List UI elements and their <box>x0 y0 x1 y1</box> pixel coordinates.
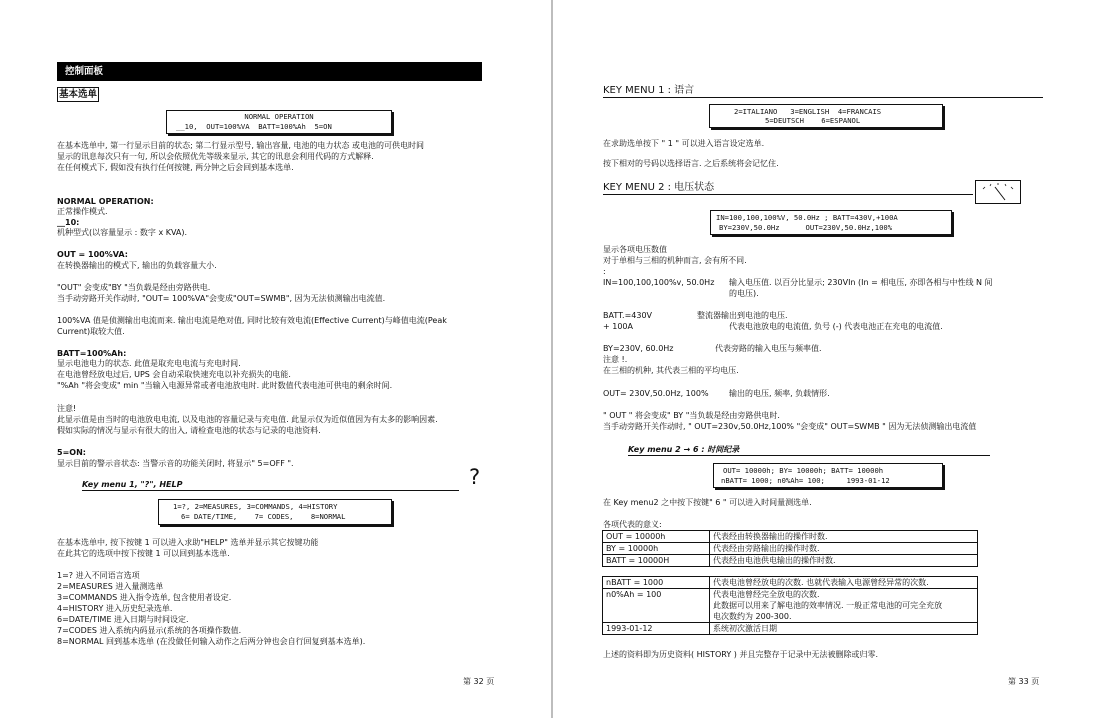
va-note-1: 100%VA 值是侦测输出电流而来. 输出电流是绝对值, 同时比较有效电流(Effective Current)与峰值电流(Peak <box>57 316 447 325</box>
page-number-left: 第 32 页 <box>463 677 495 686</box>
lcd-display-help <box>158 499 392 525</box>
option-2: 2=MEASURES 进入量测选单 <box>57 582 164 591</box>
page-33 <box>553 0 1105 718</box>
volt-line-1: IN=100,100,100%V, 50.0Hz ; BATT=430V,+100A <box>716 213 898 222</box>
battery-table <box>602 576 978 635</box>
right-out-note-2: 当手动旁路开关作动时, " OUT=230v,50.0Hz,100% "会变成" OUT=SWMB " 因为无法侦测输出电流值 <box>603 422 977 431</box>
time-line-2: nBATT= 1000; n0%Ah= 100; 1993-01-12 <box>721 476 890 485</box>
normal-op-heading: NORMAL OPERATION: <box>57 197 154 206</box>
volt-intro-2: 对于单相与三相的机种而言, 会有所不同. <box>603 256 747 265</box>
table-cell-key: 1993-01-12 <box>603 623 710 635</box>
table-cell-value <box>710 589 978 623</box>
model-heading: __10: <box>57 218 80 227</box>
intro-line-2: 显示的讯息每次只有一句, 所以会依照优先等级来显示, 其它的讯息会利用代码的方式解释. <box>57 152 374 161</box>
out-note-2: 当手动旁路开关作动时, "OUT= 100%VA"会变成"OUT=SWMB", 因为无法侦测输出电流值. <box>57 294 386 303</box>
section-title: 控制面板 <box>57 62 482 81</box>
right-out-note-1: " OUT " 将会变成" BY "当负载是经由旁路供电时. <box>603 411 780 420</box>
normal-op-desc: 正常操作模式. <box>57 207 108 216</box>
lcd-display-language <box>709 104 943 128</box>
in-row-desc-1: 输入电压值. 以百分比显示; 230VIn (In = 相电压, 亦即各相与中性线 N 间 <box>729 278 993 287</box>
table-cell-value: 系统初次激活日期 <box>710 623 978 635</box>
lang-text-1: 在求助选单按下 " 1 " 可以进入语言设定选单. <box>603 139 765 148</box>
table-cell-value: 代表经由转换器输出的操作时数. <box>710 531 978 543</box>
lcd-display-voltage <box>710 210 952 235</box>
help-line-1: 1=?, 2=MEASURES, 3=COMMANDS, 4=HISTORY <box>173 502 338 511</box>
batt-row-desc: 整流器输出到电池的电压. <box>697 311 788 320</box>
on-heading: 5=ON: <box>57 448 86 457</box>
page-number-right: 第 33 页 <box>1008 677 1040 686</box>
option-6: 6=DATE/TIME 进入日期与时间设定. <box>57 615 189 624</box>
key-menu-1-rule <box>82 490 459 491</box>
by-row-desc: 代表旁路的输入电压与频率值. <box>715 344 822 353</box>
amp-row-desc: 代表电池放电的电流值, 负号 (-) 代表电池正在充电的电流值. <box>729 322 943 331</box>
notice-line-1: 此显示值是由当时的电池放电电流, 以及电池的容量记录与充电值. 此显示仅为近似值因为有太多的影响因素. <box>57 415 438 424</box>
volt-intro-1: 显示各项电压数值 <box>603 245 667 254</box>
option-3: 3=COMMANDS 进入指令选单, 包含使用者设定. <box>57 593 232 602</box>
out-desc: 在转换器输出的模式下, 输出的负载容量大小. <box>57 261 217 270</box>
volt-intro-3: : <box>603 267 606 276</box>
table-cell-key: BY = 10000h <box>603 543 710 555</box>
lcd-display-time <box>713 463 943 488</box>
note-line-1: 注意 !. <box>603 355 628 364</box>
out-row-label: OUT= 230V,50.0Hz, 100% <box>603 389 709 398</box>
batt-heading: BATT=100%Ah: <box>57 349 127 358</box>
rule-key-menu-2-6 <box>628 455 990 456</box>
voltage-meter-icon <box>975 180 1021 204</box>
table-row <box>603 577 978 589</box>
out-note-1: "OUT" 会变成"BY "当负载是经由旁路供电. <box>57 283 211 292</box>
table-cell-value: 代表经由旁路输出的操作时数. <box>710 543 978 555</box>
key-menu-1-title: Key menu 1, "?", HELP <box>82 480 183 489</box>
time-line-1: OUT= 10000h; BY= 10000h; BATT= 10000h <box>723 466 884 475</box>
table-row <box>603 589 978 623</box>
table-cell-value: 代表电池曾经放电的次数. 也就代表输入电源曾经异常的次数. <box>710 577 978 589</box>
option-1: 1=? 进入不同语言选项 <box>57 571 140 580</box>
table-row <box>603 623 978 635</box>
question-mark-icon: ? <box>469 465 481 489</box>
lang-line-2: 5=DEUTSCH 6=ESPANOL <box>765 116 861 125</box>
lang-text-2: 按下相对的号码以选择语言. 之后系统将会记忆住. <box>603 159 779 168</box>
table-cell-key: nBATT = 1000 <box>603 577 710 589</box>
help-text-2: 在此其它的选项中按下按键 1 可以回到基本选单. <box>57 549 230 558</box>
on-desc: 显示目前的警示音状态: 当警示音的功能关闭时, 将显示" 5=OFF ". <box>57 459 294 468</box>
in-row-desc-2: 的电压). <box>729 289 759 298</box>
key-menu-2-voltage-title: KEY MENU 2 : 电压状态 <box>603 182 715 193</box>
batt-row-label: BATT.=430V <box>603 311 653 320</box>
by-row-label: BY=230V, 60.0Hz <box>603 344 674 353</box>
rule-key-menu-2 <box>603 194 973 195</box>
table-cell-key: OUT = 10000h <box>603 531 710 543</box>
table-cell-line: 此数据可以用来了解电池的效率情况. 一般正常电池的可完全充放 <box>713 601 943 610</box>
option-7: 7=CODES 进入系统内码显示(系统的各项操作数值. <box>57 626 242 635</box>
note-line-2: 在三相的机种, 其代表三相的平均电压. <box>603 366 739 375</box>
batt-line-1: 显示电池电力的状态. 此值是取充电电流与充电时间. <box>57 359 241 368</box>
in-row-label: IN=100,100,100%v, 50.0Hz <box>603 278 715 287</box>
intro-line-1: 在基本选单中, 第一行显示目前的状态; 第二行显示型号, 输出容量, 电池的电力状态 或电池的可供电时间 <box>57 141 425 150</box>
table-cell-value: 代表经由电池供电输出的操作时数. <box>710 555 978 567</box>
time-text: 在 Key menu2 之中按下按键" 6 " 可以进入时间量测选单. <box>603 498 812 507</box>
lcd-line-2: __10, OUT=100%VA BATT=100%Ah 5=ON <box>176 122 332 131</box>
subtitle: 基本选单 <box>59 89 98 100</box>
option-8: 8=NORMAL 回到基本选单 (在没做任何输入动作之后两分钟也会自行回复到基本选单). <box>57 637 366 646</box>
notice-line-2: 假如实际的情况与显示有很大的出入, 请检查电池的状态与记录的电池资料. <box>57 426 321 435</box>
table-row <box>603 555 978 567</box>
va-note-2: Current)取较大值. <box>57 327 125 336</box>
runtime-table <box>602 530 978 567</box>
table-row <box>603 531 978 543</box>
rule-key-menu-1 <box>603 97 1043 98</box>
amp-row-label: + 100A <box>603 322 633 331</box>
table-cell-line: 代表电池曾经完全放电的次数. <box>713 590 820 599</box>
key-menu-2-6-title: Key menu 2 → 6 : 时间纪录 <box>628 445 740 454</box>
page-32 <box>0 0 551 718</box>
notice-heading: 注意! <box>57 404 77 413</box>
option-4: 4=HISTORY 进入历史纪录选单. <box>57 604 173 613</box>
history-text: 上述的资料即为历史资料( HISTORY ) 并且完整存于记录中无法被删除或归零. <box>603 650 878 659</box>
model-desc: 机种型式(以容量显示 : 数字 x KVA). <box>57 228 188 237</box>
meaning-heading: 各项代表的意义: <box>603 520 662 529</box>
intro-line-3: 在任何模式下, 假如没有执行任何按键, 两分钟之后会回到基本选单. <box>57 163 294 172</box>
out-heading: OUT = 100%VA: <box>57 250 128 259</box>
help-text-1: 在基本选单中, 按下按键 1 可以进入求助"HELP" 选单并显示其它按键功能 <box>57 538 319 547</box>
batt-line-3: "%Ah "将会变成" min "当输入电源异常或者电池放电时. 此时数值代表电池可供电的剩余时间. <box>57 381 393 390</box>
table-cell-key: n0%Ah = 100 <box>603 589 710 623</box>
batt-line-2: 在电池曾经放电过后, UPS 会自动采取快速充电以补充损失的电能. <box>57 370 291 379</box>
table-cell-line: 电次数约为 200-300. <box>713 612 792 621</box>
lang-line-1: 2=ITALIANO 3=ENGLISH 4=FRANCAIS <box>734 107 882 116</box>
table-cell-key: BATT = 10000H <box>603 555 710 567</box>
key-menu-1-language-title: KEY MENU 1 : 语言 <box>603 85 695 96</box>
table-row <box>603 543 978 555</box>
volt-line-2: BY=230V,50.0Hz OUT=230V,50.0Hz,100% <box>719 223 893 232</box>
out-row-desc: 输出的电压, 频率, 负载情形. <box>729 389 830 398</box>
lcd-display-normal <box>166 110 392 134</box>
lcd-line-1: NORMAL OPERATION <box>244 112 314 121</box>
help-line-2: 6= DATE/TIME, 7= CODES, 8=NORMAL <box>181 512 346 521</box>
